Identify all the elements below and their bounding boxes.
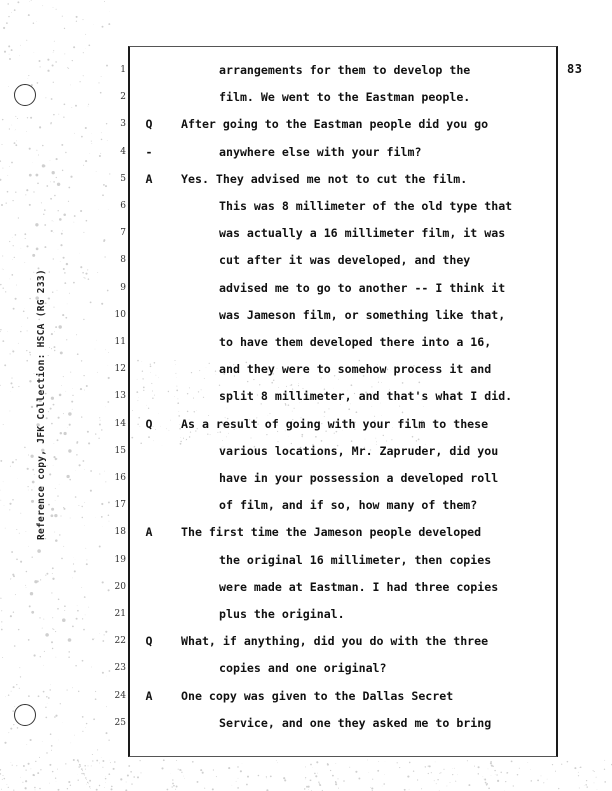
speaker-marker: Q xyxy=(145,416,153,431)
line-text: Yes. They advised me not to cut the film. xyxy=(181,171,468,186)
line-number: 12 xyxy=(114,364,126,375)
line-text: of film, and if so, how many of them? xyxy=(219,498,478,513)
transcript-line xyxy=(0,139,612,166)
line-number: 25 xyxy=(114,717,126,728)
line-number: 20 xyxy=(114,581,126,592)
line-number: 13 xyxy=(114,391,126,402)
transcript-line xyxy=(0,302,612,329)
line-text: advised me to go to another -- I think it xyxy=(219,280,506,295)
transcript-line xyxy=(0,492,612,519)
line-number: 6 xyxy=(120,201,126,211)
line-text: As a result of going with your film to these xyxy=(181,416,489,431)
line-number: 18 xyxy=(114,527,126,538)
line-number: 16 xyxy=(114,473,126,483)
transcript-line xyxy=(0,383,612,410)
transcript-line xyxy=(0,275,612,302)
transcript-line xyxy=(0,411,612,438)
line-text: arrangements for them to develop the xyxy=(219,63,471,77)
line-text: have in your possession a developed roll xyxy=(219,471,499,485)
transcript-line xyxy=(0,710,612,737)
line-text: Service, and one they asked me to bring xyxy=(219,715,492,730)
speaker-marker: A xyxy=(145,171,153,186)
line-text: plus the original. xyxy=(219,607,345,621)
transcript-line xyxy=(0,601,612,628)
line-number: 23 xyxy=(114,663,126,674)
transcript-line xyxy=(0,247,612,274)
transcript-line xyxy=(0,683,612,710)
speaker-marker: A xyxy=(145,525,153,540)
line-number: 17 xyxy=(114,500,126,511)
line-number: 10 xyxy=(114,309,126,320)
transcript-line xyxy=(0,84,612,111)
line-text: was Jameson film, or something like that, xyxy=(219,307,506,322)
transcript-line xyxy=(0,220,612,247)
line-number: 24 xyxy=(114,690,126,701)
line-number: 1 xyxy=(120,65,126,75)
transcript-line xyxy=(0,57,612,84)
line-number: 4 xyxy=(120,146,126,157)
line-text: the original 16 millimeter, then copies xyxy=(219,552,492,567)
line-number: 14 xyxy=(114,418,126,429)
transcript-line xyxy=(0,628,612,655)
line-text: cut after it was developed, and they xyxy=(219,253,471,268)
page-number: 83 xyxy=(567,62,583,76)
line-text: were made at Eastman. I had three copies xyxy=(219,579,499,594)
line-number: 22 xyxy=(114,636,126,647)
line-number: 11 xyxy=(114,337,126,347)
line-text: What, if anything, did you do with the three xyxy=(181,634,489,649)
line-number: 21 xyxy=(114,609,126,619)
transcript-line xyxy=(0,356,612,383)
speaker-marker: A xyxy=(145,688,153,703)
line-text: The first time the Jameson people developed xyxy=(181,525,482,540)
line-number: 5 xyxy=(120,173,126,184)
line-number: 15 xyxy=(114,445,126,456)
transcript-line xyxy=(0,166,612,193)
line-text: copies and one original? xyxy=(219,661,387,676)
transcript-line xyxy=(0,329,612,356)
line-text: One copy was given to the Dallas Secret xyxy=(181,688,454,703)
transcript-line xyxy=(0,655,612,682)
archive-stamp: Reference copy, JFK Collection: HSCA (RG 233) xyxy=(36,269,47,540)
line-text: to have them developed there into a 16, xyxy=(219,335,492,349)
line-number: 3 xyxy=(120,119,126,130)
transcript-line xyxy=(0,465,612,492)
speaker-marker: - xyxy=(145,144,153,159)
line-text: split 8 millimeter, and that's what I did. xyxy=(219,389,513,404)
line-number: 19 xyxy=(114,554,126,565)
line-text: was actually a 16 millimeter film, it was xyxy=(219,226,506,241)
speaker-marker: Q xyxy=(145,634,153,649)
line-number: 8 xyxy=(120,255,126,266)
line-text: film. We went to the Eastman people. xyxy=(219,90,471,105)
transcript-line xyxy=(0,111,612,138)
line-text: and they were to somehow process it and xyxy=(219,362,492,377)
transcript-line xyxy=(0,574,612,601)
line-text: This was 8 millimeter of the old type that xyxy=(219,199,513,213)
line-number: 7 xyxy=(120,228,126,239)
line-number: 2 xyxy=(120,92,126,103)
line-text: anywhere else with your film? xyxy=(219,144,422,159)
line-number: 9 xyxy=(120,282,126,293)
transcript-line xyxy=(0,193,612,220)
line-text: After going to the Eastman people did you go xyxy=(181,117,489,132)
line-text: various locations, Mr. Zapruder, did you xyxy=(219,443,499,458)
transcript-line xyxy=(0,438,612,465)
transcript-line xyxy=(0,519,612,546)
speaker-marker: Q xyxy=(145,117,153,132)
transcript-line xyxy=(0,547,612,574)
